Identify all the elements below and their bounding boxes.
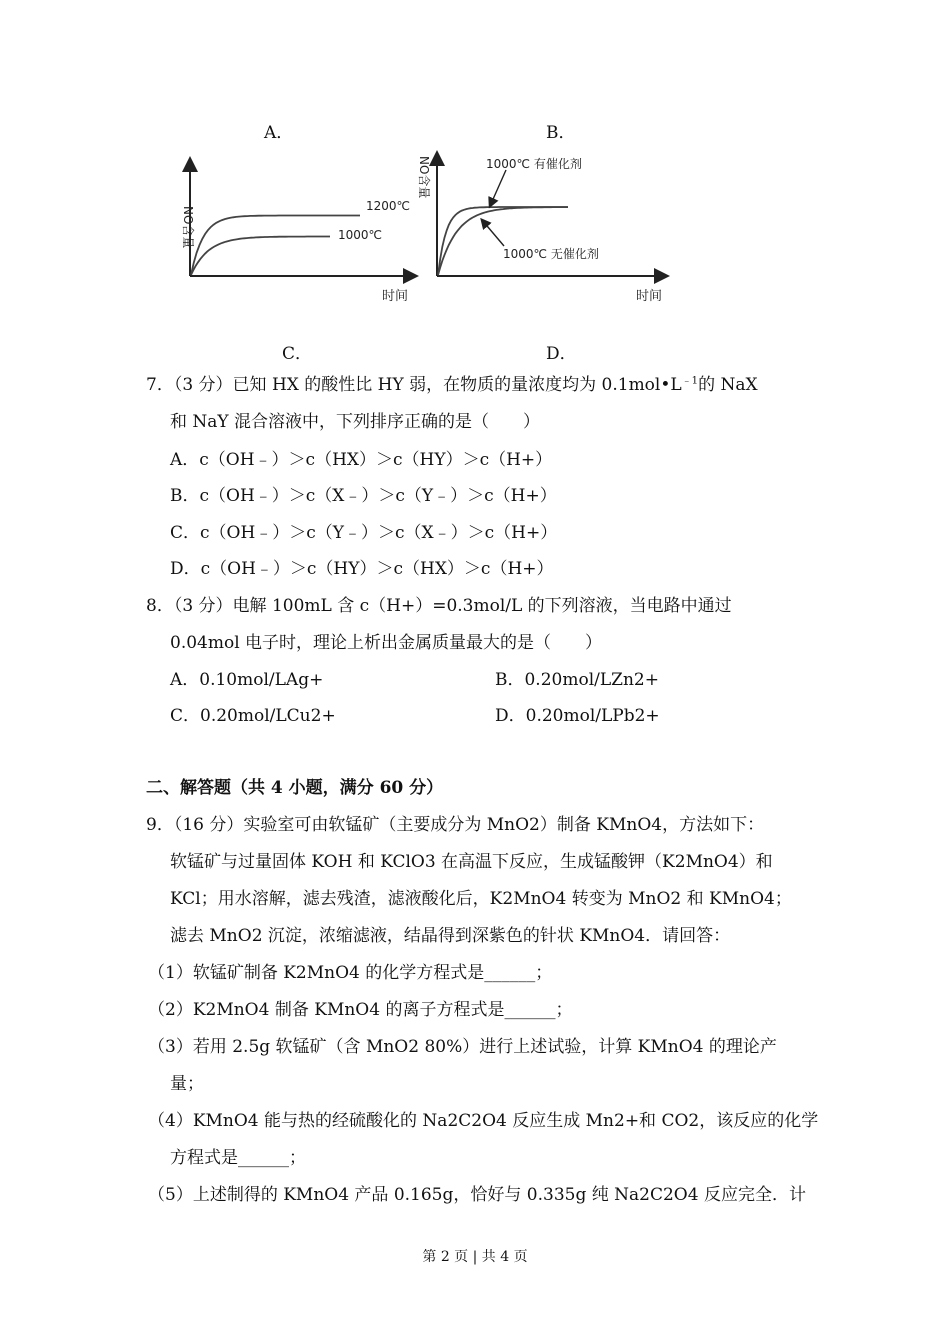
q7-option-d: D．c（OH﹣）＞c（HY）＞c（HX）＞c（H+） bbox=[170, 559, 554, 579]
graph2-arrow-bottom bbox=[482, 220, 504, 246]
q9-subq-3-cont: 量； bbox=[170, 1074, 204, 1094]
q9-subq-3: （3）若用 2.5g 软锰矿（含 MnO2 80%）进行上述试验，计算 KMnO4 的理论产 bbox=[148, 1037, 777, 1057]
q8-stem-line1: 8．（3 分）电解 100mL 含 c（H+）=0.3mol/L 的下列溶液，当电路中通过 bbox=[146, 596, 732, 616]
graph1-curve-label-1200: 1200℃ bbox=[366, 199, 411, 213]
graph2-annotation-top: 1000℃ 有催化剂 bbox=[486, 157, 582, 171]
graph2-curve-with-catalyst bbox=[438, 207, 568, 275]
graph-catalyst bbox=[408, 148, 678, 308]
q8-stem-line2: 0.04mol 电子时，理论上析出金属质量最大的是（ ） bbox=[170, 633, 603, 653]
graph2-arrow-top bbox=[490, 170, 506, 206]
graph1-curve-1000 bbox=[191, 237, 330, 276]
q8-option-a: A．0.10mol/LAg+ bbox=[170, 670, 324, 690]
q7-option-b: B．c（OH﹣）＞c（X﹣）＞c（Y﹣）＞c（H+） bbox=[170, 486, 557, 506]
q9-subq-2: （2）K2MnO4 制备 KMnO4 的离子方程式是______； bbox=[148, 1000, 573, 1020]
graph1-ylabel: NO含量 bbox=[181, 206, 195, 249]
q9-line-3: KCl；用水溶解，滤去残渣，滤液酸化后，K2MnO4 转变为 MnO2 和 KMnO4； bbox=[170, 889, 792, 909]
q9-subq-5: （5）上述制得的 KMnO4 产品 0.165g，恰好与 0.335g 纯 Na2C2O4 反应完全．计 bbox=[148, 1185, 806, 1205]
q8-option-b: B．0.20mol/LZn2+ bbox=[495, 670, 659, 690]
q9-subq-4-cont: 方程式是______； bbox=[170, 1148, 306, 1168]
page-footer: 第 2 页 | 共 4 页 bbox=[422, 1249, 528, 1265]
graph2-annotation-bottom: 1000℃ 无催化剂 bbox=[503, 247, 599, 261]
q9-subq-1: （1）软锰矿制备 K2MnO4 的化学方程式是______； bbox=[148, 963, 553, 983]
q9-line-2: 软锰矿与过量固体 KOH 和 KClO3 在高温下反应，生成锰酸钾（K2MnO4）和 bbox=[170, 852, 773, 872]
graph2-xlabel: 时间 bbox=[636, 289, 663, 304]
figure-label-b: B． bbox=[546, 123, 576, 143]
q7-option-c: C．c（OH﹣）＞c（Y﹣）＞c（X﹣）＞c（H+） bbox=[170, 523, 558, 543]
graph1-xlabel: 时间 bbox=[382, 289, 409, 304]
q9-line-1: 9．（16 分）实验室可由软锰矿（主要成分为 MnO2）制备 KMnO4，方法如下： bbox=[146, 815, 765, 835]
q8-option-d: D．0.20mol/LPb2+ bbox=[495, 706, 660, 726]
graph2-curve-without-catalyst bbox=[438, 207, 568, 275]
figure-label-c: C． bbox=[282, 344, 313, 364]
q9-line-4: 滤去 MnO2 沉淀，浓缩滤液，结晶得到深紫色的针状 KMnO4．请回答： bbox=[170, 926, 731, 946]
q8-option-c: C．0.20mol/LCu2+ bbox=[170, 706, 336, 726]
figure-label-a: A． bbox=[264, 123, 294, 143]
q7-stem-line2: 和 NaY 混合溶液中，下列排序正确的是（ ） bbox=[170, 412, 541, 432]
section-title: 二、解答题（共 4 小题，满分 60 分） bbox=[146, 778, 444, 798]
figure-label-d: D． bbox=[546, 344, 577, 364]
graph2-ylabel: NO含量 bbox=[417, 156, 431, 199]
q7-stem-line1: 7．（3 分）已知 HX 的酸性比 HY 弱，在物质的量浓度均为 $0.1mol•L^{﹣1}$的 NaX bbox=[146, 375, 758, 395]
q7-option-a: A．c（OH﹣）＞c（HX）＞c（HY）＞c（H+） bbox=[170, 450, 553, 470]
q9-subq-4: （4）KMnO4 能与热的经硫酸化的 Na2C2O4 反应生成 Mn2+和 CO2，该反应的化学 bbox=[148, 1111, 819, 1131]
graph1-curve-label-1000: 1000℃ bbox=[338, 228, 383, 242]
graph-temperature bbox=[160, 148, 430, 308]
